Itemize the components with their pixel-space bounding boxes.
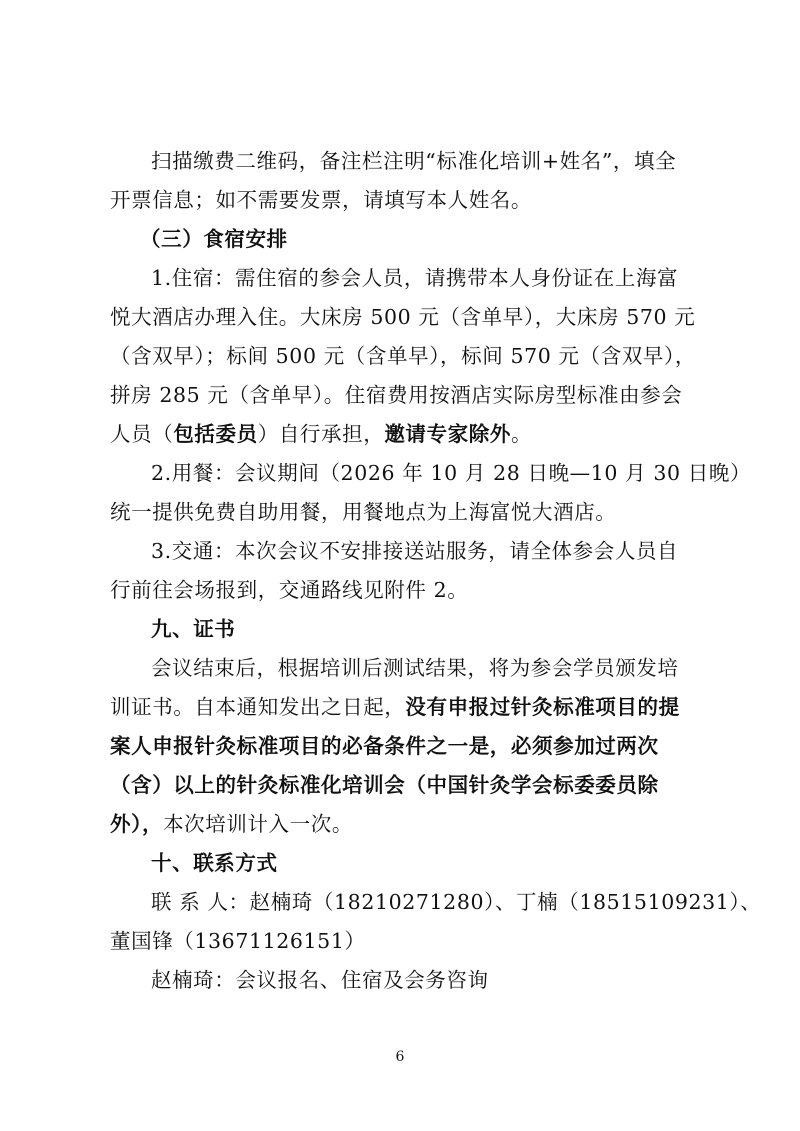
paragraph-payment-line-1: 扫描缴费二维码，备注栏注明“标准化培训+姓名”，填全 [151,149,677,173]
section-heading-certificate: 九、证书 [151,617,236,641]
paragraph-certificate-line-5 [110,811,353,837]
text-segment: 本次培训计入一次。 [163,812,353,836]
text-segment: 人员（ [110,422,174,446]
bold-text-requirement: 没有申报过针灸标准项目的提 [405,695,680,719]
section-heading-contact: 十、联系方式 [151,851,278,875]
bold-text-experts-excluded: 邀请专家除外 [384,422,511,446]
paragraph-certificate-line-3: 案人申报针灸标准项目的必备条件之一是，必须参加过两次 [110,734,659,758]
text-segment: 。 [510,422,533,446]
paragraph-payment-line-2: 开票信息；如不需要发票，请填写本人姓名。 [110,188,532,212]
paragraph-certificate-line-1: 会议结束后，根据培训后测试结果，将为参会学员颁发培 [151,656,679,680]
paragraph-lodging-line-3: （含双早）；标间 500 元（含单早），标间 570 元（含双早）， [110,344,696,368]
text-segment: ）自行承担， [257,422,385,446]
section-heading-lodging: （三）食宿安排 [140,227,288,251]
contact-duty-line: 赵楠琦：会议报名、住宿及会务咨询 [151,968,489,992]
text-segment: 训证书。自本通知发出之日起， [110,695,406,719]
bold-text-members: 包括委员 [173,422,258,446]
paragraph-lodging-line-4: 拼房 285 元（含单早）。住宿费用按酒店实际房型标准由参会 [110,383,683,407]
paragraph-lodging-line-5 [110,421,532,447]
paragraph-transport-line-1: 3.交通：本次会议不安排接送站服务，请全体参会人员自 [151,539,679,563]
paragraph-meals-line-1: 2.用餐：会议期间（2026 年 10 月 28 日晚—10 月 30 日晚） [151,461,752,485]
paragraph-lodging-line-1: 1.住宿：需住宿的参会人员，请携带本人身份证在上海富 [151,266,679,290]
contact-persons-line-2: 董国锋（13671126151） [110,929,366,953]
paragraph-lodging-line-2: 悦大酒店办理入住。大床房 500 元（含单早），大床房 570 元 [110,305,696,329]
paragraph-transport-line-2: 行前往会场报到，交通路线见附件 2。 [110,578,469,602]
paragraph-certificate-line-4: （含）以上的针灸标准化培训会（中国针灸学会标委委员除 [110,773,659,797]
bold-text-requirement-end: 外）， [110,812,164,836]
paragraph-certificate-line-2 [110,694,680,720]
page-number: 6 [395,1049,405,1065]
contact-persons-line-1: 联 系 人：赵楠琦（18210271280）、丁楠（18515109231）、 [151,890,762,914]
paragraph-meals-line-2: 统一提供免费自助用餐，用餐地点为上海富悦大酒店。 [110,500,617,524]
